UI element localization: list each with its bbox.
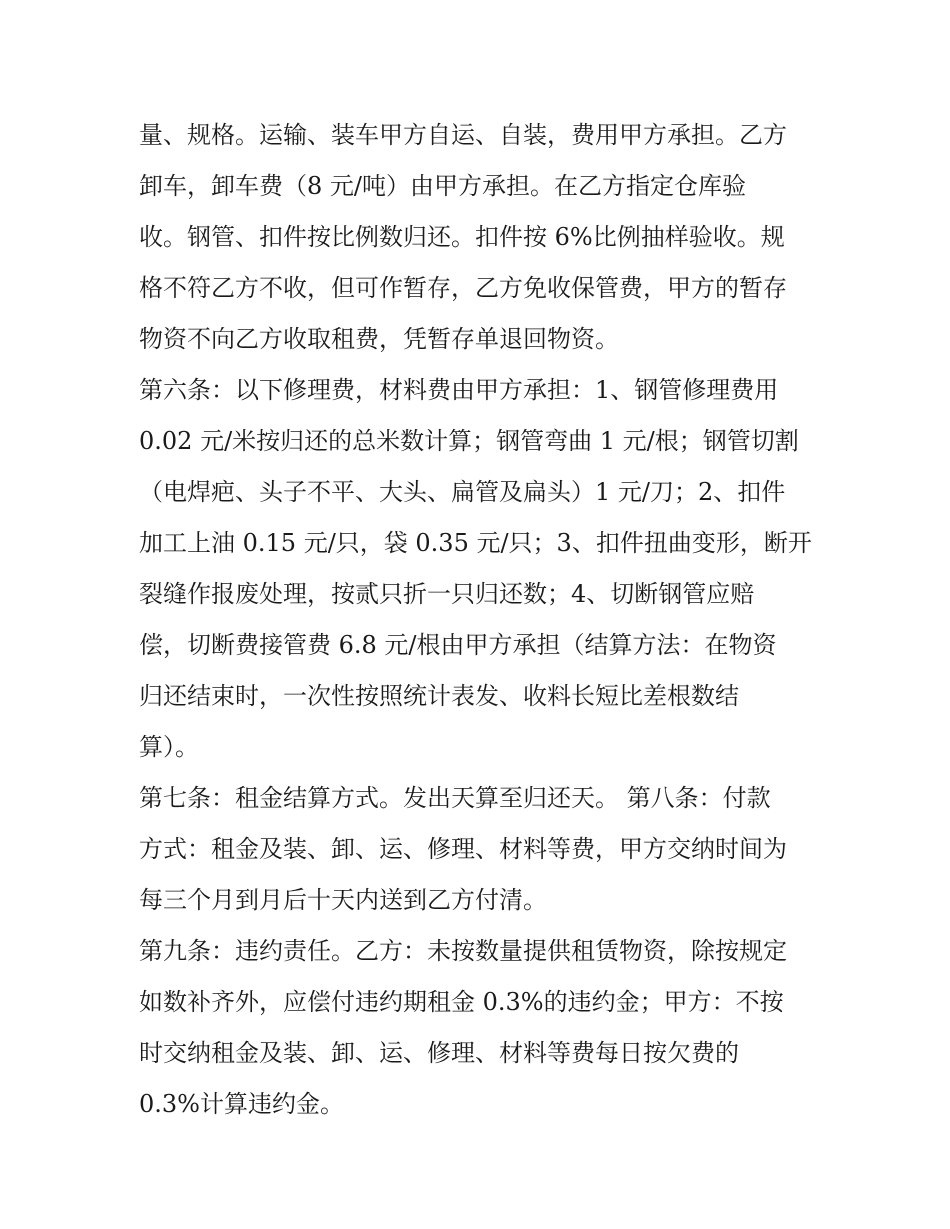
- text-line: 每三个月到月后十天内送到乙方付清。: [139, 886, 547, 914]
- text-line: 加工上油 0.15 元/只，袋 0.35 元/只；3、扣件扭曲变形，断开: [139, 529, 812, 557]
- article-six-line: 第六条：以下修理费，材料费由甲方承担：1、钢管修理费用: [139, 376, 779, 404]
- text-line: 收。钢管、扣件按比例数归还。扣件按 6%比例抽样验收。规: [139, 223, 785, 251]
- text-line: 物资不向乙方收取租费，凭暂存单退回物资。: [139, 325, 619, 353]
- text-line: 偿，切断费接管费 6.8 元/根由甲方承担（结算方法：在物资: [139, 631, 777, 659]
- article-seven-line: 第七条：租金结算方式。发出天算至归还天。 第八条：付款: [139, 784, 771, 812]
- text-line: 时交纳租金及装、卸、运、修理、材料等费每日按欠费的: [139, 1039, 739, 1067]
- text-line: 归还结束时，一次性按照统计表发、收料长短比差根数结: [139, 682, 739, 710]
- text-line: 方式：租金及装、卸、运、修理、材料等费，甲方交纳时间为: [139, 835, 787, 863]
- text-line: 卸车，卸车费（8 元/吨）由甲方承担。在乙方指定仓库验: [139, 172, 746, 200]
- article-nine-line: 第九条：违约责任。乙方：未按数量提供租赁物资，除按规定: [139, 937, 787, 965]
- text-line: 如数补齐外，应偿付违约期租金 0.3%的违约金；甲方：不按: [139, 988, 784, 1016]
- text-line: 量、规格。运输、装车甲方自运、自装，费用甲方承担。乙方: [139, 121, 787, 149]
- text-line: 算）。: [139, 733, 199, 761]
- text-line: （电焊疤、头子不平、大头、扁管及扁头）1 元/刀；2、扣件: [139, 478, 786, 506]
- text-line: 格不符乙方不收，但可作暂存，乙方免收保管费，甲方的暂存: [139, 274, 787, 302]
- text-line: 0.02 元/米按归还的总米数计算；钢管弯曲 1 元/根；钢管切割: [139, 427, 799, 455]
- text-line: 0.3%计算违约金。: [139, 1090, 344, 1118]
- contract-body-text: [139, 110, 819, 1130]
- text-line: 裂缝作报废处理，按贰只折一只归还数；4、切断钢管应赔: [139, 580, 755, 608]
